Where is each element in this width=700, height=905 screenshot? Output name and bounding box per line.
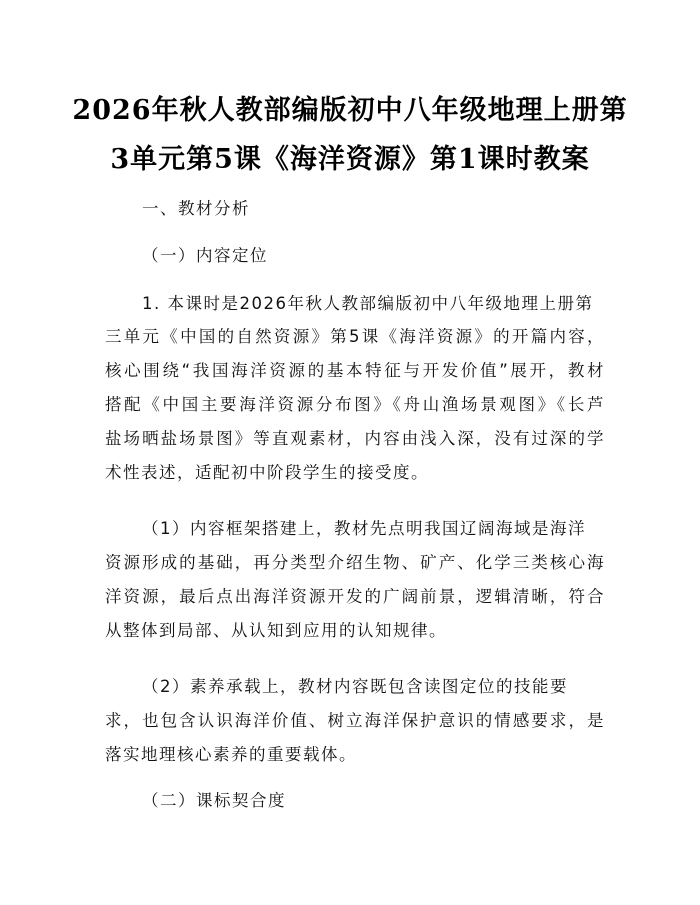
paragraph-3-line-1: （2）素养承载上，教材内容既包含读图定位的技能要 [142, 677, 568, 696]
document-title-line-1: 2026年秋人教部编版初中八年级地理上册第 [72, 95, 628, 126]
paragraph-3-line-3: 落实地理核心素养的重要载体。 [105, 745, 357, 764]
paragraph-3-line-2: 求，也包含认识海洋价值、树立海洋保护意识的情感要求，是 [105, 711, 605, 730]
paragraph-1-line-3: 核心围绕“我国海洋资源的基本特征与开发价值”展开，教材 [105, 361, 605, 380]
paragraph-2-line-1: （1）内容框架搭建上，教材先点明我国辽阔海域是海洋 [142, 519, 586, 538]
paragraph-1-line-2: 三单元《中国的自然资源》第5课《海洋资源》的开篇内容， [105, 327, 605, 346]
paragraph-1-line-5: 盐场晒盐场景图》等直观素材，内容由浅入深，没有过深的学 [105, 429, 605, 448]
paragraph-2-line-4: 从整体到局部、从认知到应用的认知规律。 [105, 621, 447, 640]
paragraph-2-line-2: 资源形成的基础，再分类型介绍生物、矿产、化学三类核心海 [105, 553, 605, 572]
document-title-line-2: 3单元第5课《海洋资源》第1课时教案 [110, 144, 590, 175]
paragraph-1-line-1: 1. 本课时是2026年秋人教部编版初中八年级地理上册第 [142, 294, 594, 313]
subsection-heading-content-positioning: （一）内容定位 [142, 246, 268, 265]
subsection-heading-curriculum-alignment: （二）课标契合度 [142, 791, 286, 810]
paragraph-2-line-3: 洋资源，最后点出海洋资源开发的广阔前景，逻辑清晰，符合 [105, 587, 605, 606]
section-heading-textbook-analysis: 一、教材分析 [142, 199, 250, 218]
paragraph-1-line-4: 搭配《中国主要海洋资源分布图》《舟山渔场景观图》《长芦 [105, 395, 605, 414]
paragraph-1-line-6: 术性表述，适配初中阶段学生的接受度。 [105, 463, 429, 482]
